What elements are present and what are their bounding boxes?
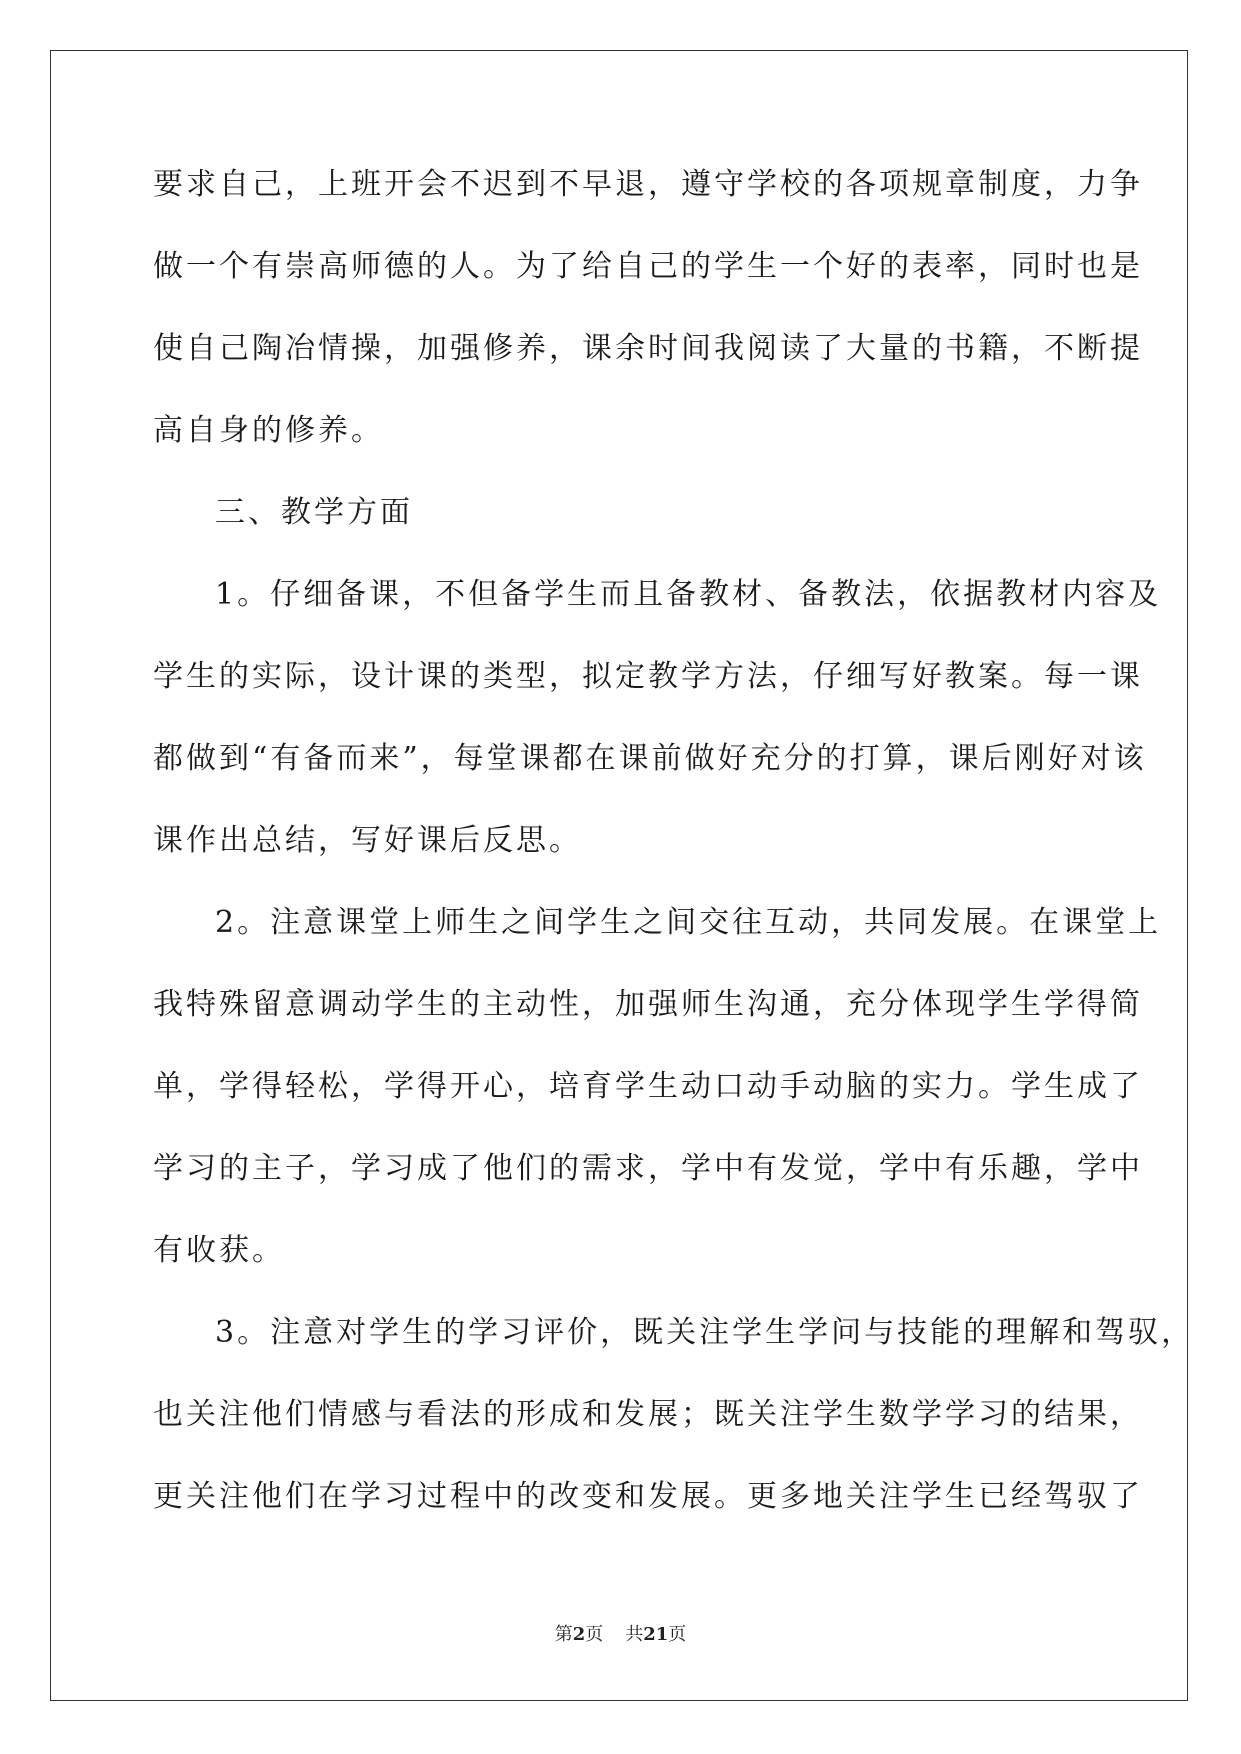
text-line: 要求自己，上班开会不迟到不早退，遵守学校的各项规章制度，力争 [153,167,1143,202]
page-footer [0,1620,1241,1646]
document-body [153,160,1195,1554]
text-line: 都做到“有备而来”，每堂课都在课前做好充分的打算，课后刚好对该 [153,741,1147,776]
text-line: 使自己陶冶情操，加强修养，课余时间我阅读了大量的书籍，不断提 [153,331,1143,366]
text-line: 更关注他们在学习过程中的改变和发展。更多地关注学生已经驾驭了 [153,1479,1143,1514]
total-prefix: 共 [625,1624,644,1645]
text-line: 我特殊留意调动学生的主动性，加强师生沟通，充分体现学生学得简 [153,987,1143,1022]
text-line: 三、教学方面 [215,495,413,530]
text-line: 3。注意对学生的学习评价，既关注学生学问与技能的理解和驾驭， [215,1315,1195,1350]
text-line: 2。注意课堂上师生之间学生之间交往互动，共同发展。在课堂上 [215,905,1162,940]
text-line: 也关注他们情感与看法的形成和发展；既关注学生数学学习的结果， [153,1397,1143,1432]
page-prefix: 第 [554,1624,573,1645]
page-number: 2 [572,1624,586,1645]
text-line: 课作出总结，写好课后反思。 [153,823,582,858]
page-suffix: 页 [585,1624,604,1645]
text-line: 1。仔细备课，不但备学生而且备教材、备教法，依据教材内容及 [215,577,1162,612]
total-pages: 21 [643,1624,669,1645]
text-line: 有收获。 [153,1233,285,1268]
text-line: 高自身的修养。 [153,413,384,448]
text-line: 单，学得轻松，学得开心，培育学生动口动手动脑的实力。学生成了 [153,1069,1143,1104]
text-line: 做一个有崇高师德的人。为了给自己的学生一个好的表率，同时也是 [153,249,1143,284]
text-line: 学习的主子，学习成了他们的需求，学中有发觉，学中有乐趣，学中 [153,1151,1143,1186]
total-suffix: 页 [668,1624,687,1645]
text-line: 学生的实际，设计课的类型，拟定教学方法，仔细写好教案。每一课 [153,659,1143,694]
